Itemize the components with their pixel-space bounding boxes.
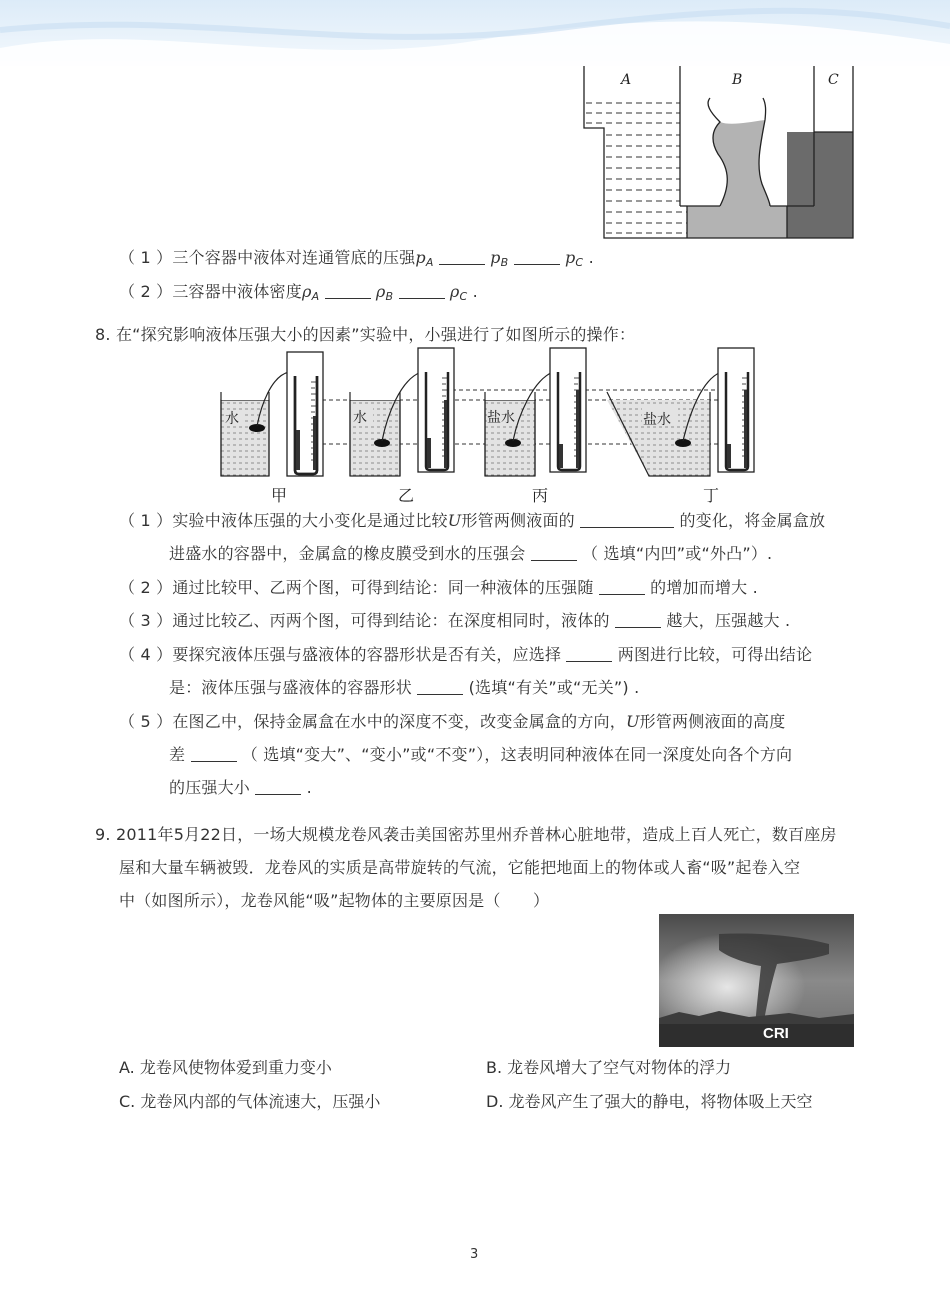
caption-ding: 丁	[703, 486, 720, 505]
q8-item5-line1: （ 5 ）在图乙中，保持金属盒在水中的深度不变，改变金属盒的方向，U形管两侧液面的高度	[119, 712, 786, 731]
answer-blank[interactable]	[599, 580, 645, 595]
option-b[interactable]: B. 龙卷风增大了空气对物体的浮力	[486, 1058, 732, 1077]
q8-item5-line2: 差 （ 选填“变大”、“变小”或“不变”），这表明同种液体在同一深度处向各个方向	[169, 745, 793, 764]
liquid-label-yi: 水	[353, 410, 367, 426]
label-b: B	[732, 72, 743, 88]
liquid-label-bing: 盐水	[487, 410, 515, 426]
caption-jia: 甲	[271, 486, 288, 505]
q8-item4-line1: （ 4 ）要探究液体压强与盛液体的容器形状是否有关，应选择 两图进行比较，可得出结论	[119, 645, 813, 664]
q8-stem: 8. 在“探究影响液体压强大小的因素”实验中，小强进行了如图所示的操作：	[95, 325, 636, 344]
answer-blank[interactable]	[255, 780, 301, 795]
q8-item4-line2: 是：液体压强与盛液体的容器形状 (选填“有关”或“无关”) .	[169, 678, 640, 697]
answer-blank[interactable]	[615, 613, 661, 628]
answer-blank[interactable]	[417, 680, 463, 695]
answer-blank[interactable]	[566, 647, 612, 662]
header-wave-banner	[0, 0, 950, 66]
pressure-experiment-figure	[215, 346, 760, 482]
q8-item1-line1: （ 1 ）实验中液体压强的大小变化是通过比较U形管两侧液面的 的变化，将金属盒放	[119, 511, 826, 530]
q7-sub2: （ 2 ）三容器中液体密度$\rho_A$ $\rho_B$ $\rho_C$ .	[119, 282, 478, 303]
answer-blank[interactable]	[439, 250, 485, 265]
option-a[interactable]: A. 龙卷风使物体爱到重力变小	[119, 1058, 332, 1077]
label-a: A	[621, 72, 632, 88]
tornado-photo	[659, 914, 854, 1047]
answer-blank[interactable]	[325, 284, 371, 299]
q8-item1-line2: 进盛水的容器中，金属盒的橡皮膜受到水的压强会 （ 选填“内凹”或“外凸”）.	[169, 544, 773, 563]
answer-blank[interactable]	[399, 284, 445, 299]
photo-logo: CRI	[763, 1025, 789, 1042]
connected-containers-figure	[580, 66, 858, 242]
answer-blank[interactable]	[514, 250, 560, 265]
q9-line1: 9. 2011年5月22日，一场大规模龙卷风袭击美国密苏里州乔普林心脏地带，造成上百人死亡，数百座房	[95, 825, 837, 844]
liquid-label-jia: 水	[225, 411, 239, 427]
q8-item5-line3: 的压强大小 .	[169, 778, 312, 797]
answer-blank[interactable]	[531, 546, 577, 561]
caption-bing: 丙	[532, 486, 549, 505]
label-c: C	[828, 72, 839, 88]
q9-line3: 中（如图所示），龙卷风能“吸”起物体的主要原因是（ ）	[119, 891, 550, 910]
q7-sub1: （ 1 ）三个容器中液体对连通管底的压强$p_A$ $p_B$ $p_C$ .	[119, 248, 594, 269]
option-c[interactable]: C. 龙卷风内部的气体流速大，压强小	[119, 1092, 381, 1111]
option-d[interactable]: D. 龙卷风产生了强大的静电，将物体吸上天空	[486, 1092, 813, 1111]
liquid-label-ding: 盐水	[643, 412, 671, 428]
caption-yi: 乙	[398, 486, 415, 505]
q9-line2: 屋和大量车辆被毁．龙卷风的实质是高带旋转的气流，它能把地面上的物体或人畜“吸”起卷入空	[119, 858, 801, 877]
q8-item3: （ 3 ）通过比较乙、丙两个图，可得到结论：在深度相同时，液体的 越大，压强越大 .	[119, 611, 791, 630]
answer-blank[interactable]	[191, 747, 237, 762]
q8-item2: （ 2 ）通过比较甲、乙两个图，可得到结论：同一种液体的压强随 的增加而增大 .	[119, 578, 758, 597]
page-number: 3	[470, 1247, 479, 1262]
answer-blank[interactable]	[580, 513, 674, 528]
